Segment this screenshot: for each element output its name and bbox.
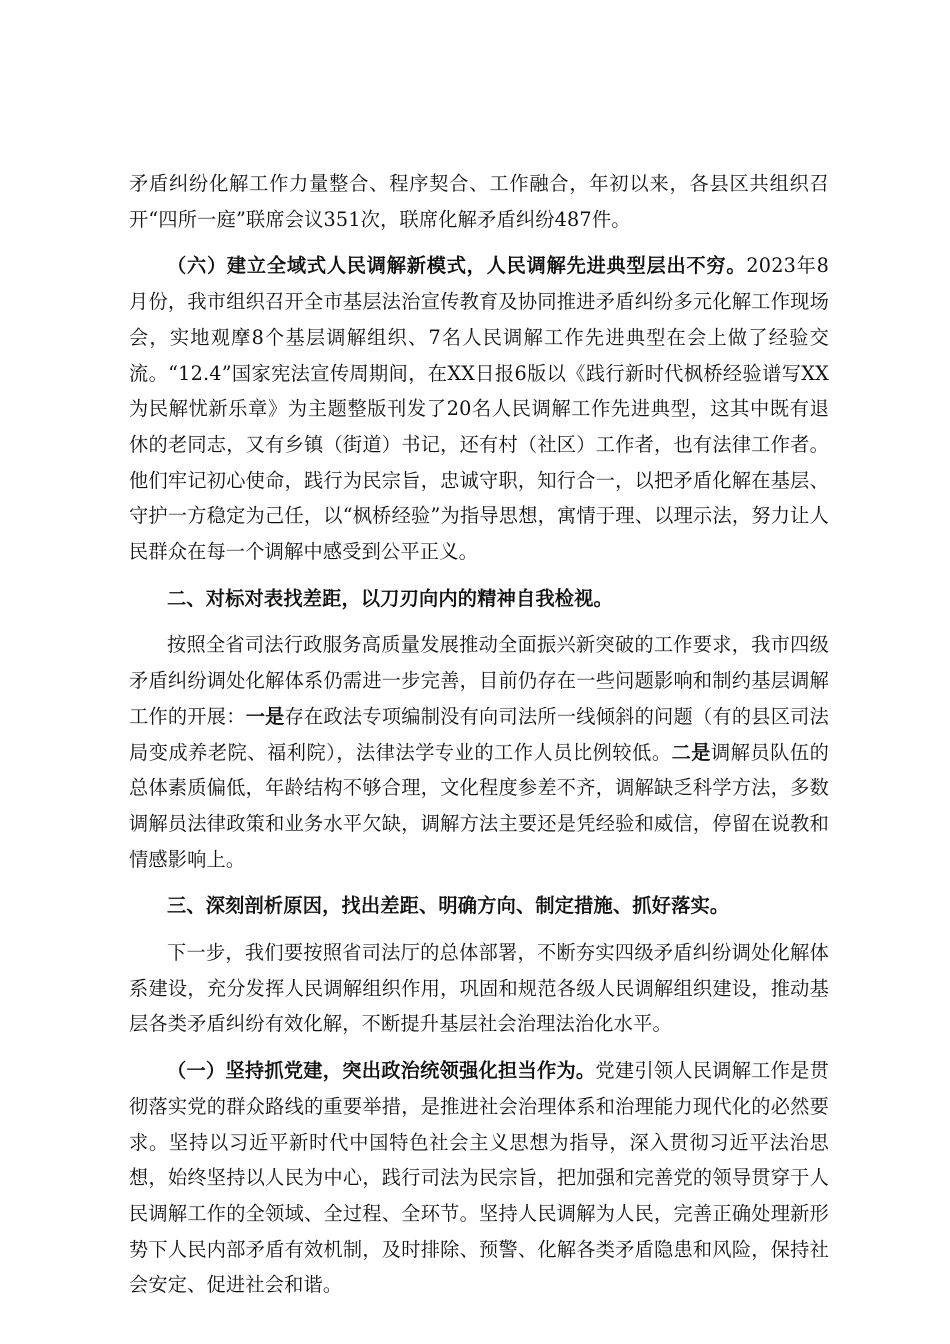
paragraph-lead: （六）建立全域式人民调解新模式，人民调解先进典型层出不穷。: [167, 254, 747, 278]
heading-text: 三、深刻剖析原因，找出差距、明确方向、制定措施、抓好落实。: [167, 894, 730, 918]
paragraph-point-marker: 一是: [245, 704, 285, 728]
paragraph-text: 下一步，我们要按照省司法厅的总体部署，不断夯实四级矛盾纠纷调处化解体系建设，充分发挥人民调解组织作用，巩固和规范各级人民调解组织建设，推动基层各类矛盾纠纷有效化解，不断提升基层社会治理法治化水平。: [129, 941, 829, 1036]
paragraph-point-marker: 二是: [671, 740, 712, 764]
paragraph-segment: 存在政法专项编制没有向司法所一线倾斜的问题（有的县区司法局变成养老院、福利院），法律法学专业的工作人员比例较低。: [129, 704, 830, 764]
paragraph-section-one: [129, 1053, 829, 1303]
paragraph-segment: 调解员队伍的总体素质偏低，年龄结构不够合理，文化程度参差不齐，调解缺乏科学方法，多数调解员法律政策和业务水平欠缺，调解方法主要还是凭经验和威信，停留在说教和情感影响上。: [129, 740, 830, 871]
paragraph-problems: [129, 627, 829, 877]
heading-text: 二、对标对表找差距，以刀刃向内的精神自我检视。: [167, 586, 613, 610]
paragraph-segment: 按照全省司法行政服务高质量发展推动全面振兴新突破的工作要求，我市四级矛盾纠纷调处化解体系仍需进一步完善，目前仍存在一些问题影响和制约基层调解工作的开展：: [129, 633, 829, 728]
paragraph-next-steps: [129, 935, 829, 1042]
paragraph-lead: （一）坚持抓党建，突出政治统领强化担当作为。: [167, 1059, 596, 1083]
paragraph-text: 党建引领人民调解工作是贯彻落实党的群众路线的重要举措，是推进社会治理体系和治理能力现代化的必然要求。坚持以习近平新时代中国特色社会主义思想为指导，深入贯彻习近平法治思想，始终坚持以人民为中心，践行司法为民宗旨，把加强和完善党的领导贯穿于人民调解工作的全领域、全过程、全环节。坚持人民调解为人民，完善正确处理新形势下人民内部矛盾有效机制，及时排除、预警、化解各类矛盾隐患和风险，保持社会安定、促进社会和谐。: [129, 1059, 829, 1297]
paragraph-section-six: [129, 248, 829, 569]
section-heading-three: [129, 888, 829, 924]
paragraph-continuation: [129, 166, 829, 237]
paragraph-text: 2023年8月份，我市组织召开全市基层法治宣传教育及协同推进矛盾纠纷多元化解工作现场会，实地观摩8个基层调解组织、7名人民调解工作先进典型在会上做了经验交流。“12.4”国家宪法宣传周期间，在XX日报6版以《践行新时代枫桥经验谱写XX为民解忧新乐章》为主题整版刊发了20名人民调解工作先进典型，这其中既有退休的老同志，又有乡镇（街道）书记，还有村（社区）工作者，也有法律工作者。他们牢记初心使命，践行为民宗旨，忠诚守职，知行合一，以把矛盾化解在基层、守护一方稳定为己任，以“枫桥经验”为指导思想，寓情于理、以理示法，努力让人民群众在每一个调解中感受到公平正义。: [129, 254, 829, 564]
paragraph-text: 矛盾纠纷化解工作力量整合、程序契合、工作融合，年初以来，各县区共组织召开“四所一庭”联席会议351次，联席化解矛盾纠纷487件。: [129, 172, 829, 231]
document-page: [129, 166, 829, 1314]
section-heading-two: [129, 581, 829, 617]
